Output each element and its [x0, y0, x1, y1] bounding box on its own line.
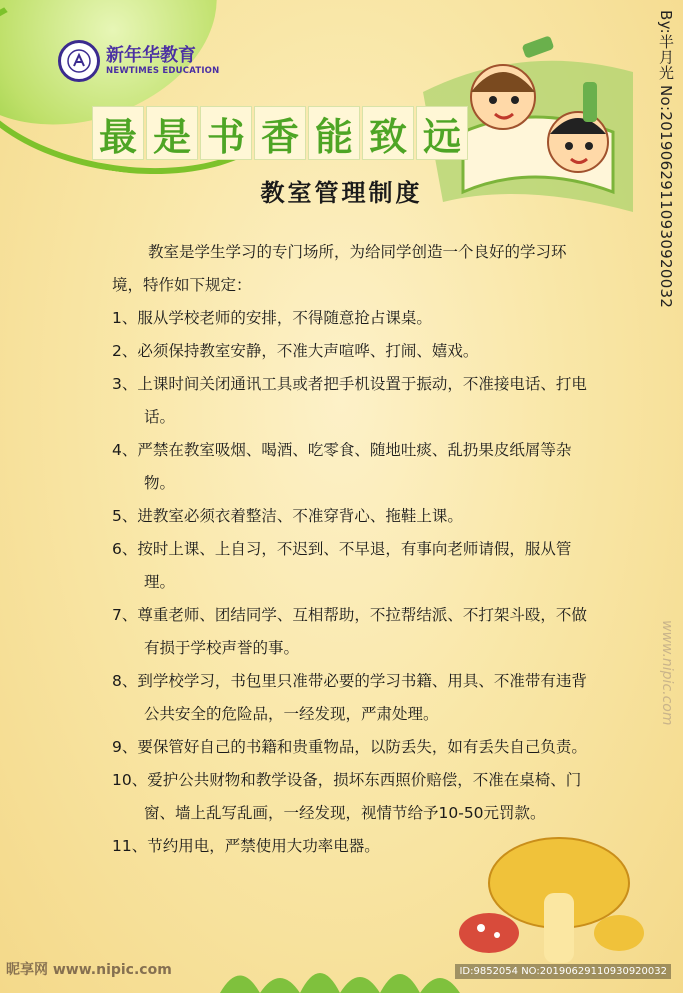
- slogan-char: 最: [92, 106, 144, 160]
- footer-watermark: 昵享网 www.nipic.com: [6, 962, 172, 978]
- rule-item: 4、严禁在教室吸烟、喝酒、吃零食、随地吐痰、乱扔果皮纸屑等杂物。: [112, 441, 572, 492]
- slogan-char: 是: [146, 106, 198, 160]
- rule-item: 2、必须保持教室安静，不准大声喧哗、打闹、嬉戏。: [112, 342, 479, 360]
- rule-item: 3、上课时间关闭通讯工具或者把手机设置于振动，不准接电话、打电话。: [112, 375, 587, 426]
- rules-body: [112, 236, 594, 863]
- brand-logo: [58, 40, 219, 82]
- rule-item: 9、要保管好自己的书籍和贵重物品，以防丢失，如有丢失自己负责。: [112, 738, 587, 756]
- page-title: 教室管理制度: [260, 179, 423, 207]
- brand-english: NEWTIMES EDUCATION: [106, 66, 220, 76]
- rule-item: 10、爱护公共财物和教学设备，损坏东西照价赔偿，不准在桌椅、门窗、墙上乱写乱画，一经发现，视情节给予10-50元罚款。: [112, 771, 582, 822]
- watermark-site: www.nipic.com: [659, 620, 675, 726]
- brand-name: 新年华教育: [106, 45, 196, 66]
- slogan-char: 书: [200, 106, 252, 160]
- slogan-char: 致: [362, 106, 414, 160]
- footer-image-id: ID:9852054 NO:20190629110930920032: [455, 964, 671, 979]
- rule-item: 8、到学校学习，书包里只准带必要的学习书籍、用具、不准带有违背公共安全的危险品，一经发现，严肃处理。: [112, 672, 587, 723]
- school-seal-icon: [58, 40, 100, 82]
- slogan-banner: [92, 106, 468, 160]
- rule-item: 5、进教室必须衣着整洁、不准穿背心、拖鞋上课。: [112, 507, 463, 525]
- slogan-char: 香: [254, 106, 306, 160]
- rule-item: 1、服从学校老师的安排，不得随意抢占课桌。: [112, 309, 432, 327]
- corner-swoosh-decoration: [0, 0, 303, 194]
- rule-item: 6、按时上课、上自习，不迟到、不早退，有事向老师请假，服从管理。: [112, 540, 572, 591]
- watermark-vertical: By:半月光 No:20190629110930920032: [657, 10, 675, 309]
- rule-item: 7、尊重老师、团结同学、互相帮助，不拉帮结派、不打架斗殴，不做有损于学校声誉的事。: [112, 606, 587, 657]
- grass-decoration: [220, 953, 480, 993]
- slogan-char: 远: [416, 106, 468, 160]
- mushroom-illustration: [449, 823, 649, 973]
- intro-paragraph: 教室是学生学习的专门场所，为给同学创造一个良好的学习环境，特作如下规定：: [112, 243, 567, 294]
- slogan-char: 能: [308, 106, 360, 160]
- rule-item: 11、节约用电，严禁使用大功率电器。: [112, 837, 380, 855]
